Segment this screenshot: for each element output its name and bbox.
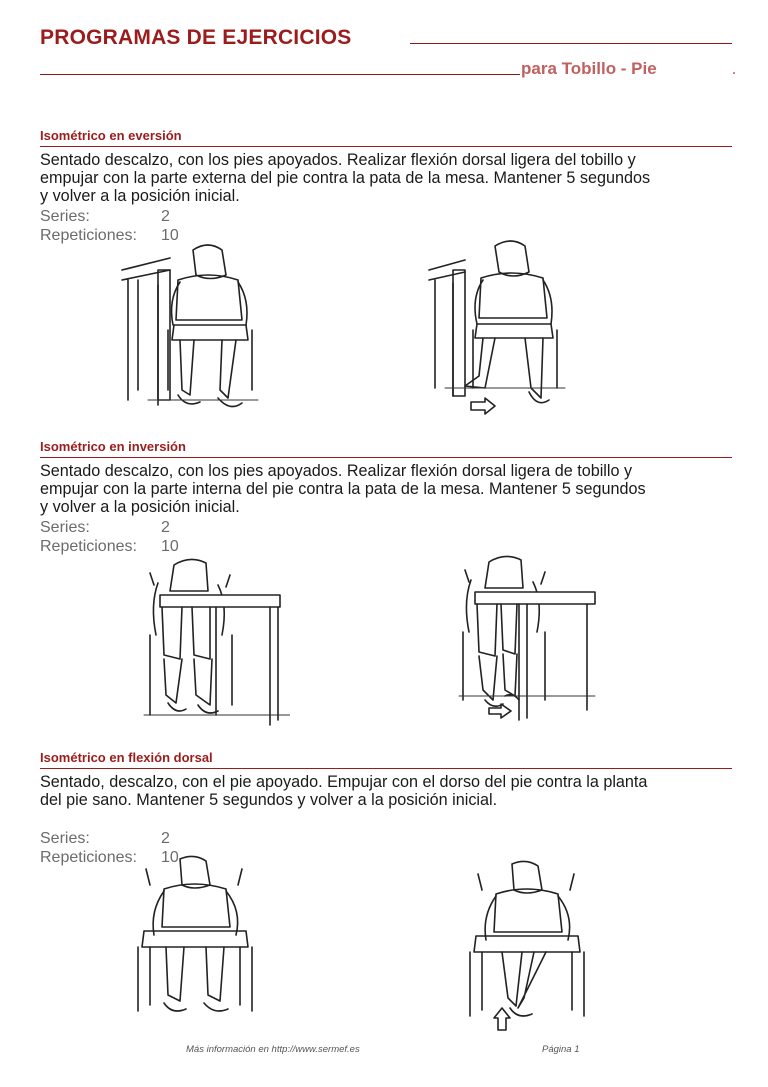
description-line: Sentado descalzo, con los pies apoyados. Realizar flexión dorsal ligera de tobillo y	[40, 462, 633, 480]
series-row	[40, 519, 170, 537]
document-subtitle: para Tobillo - Pie	[521, 59, 657, 78]
title-rule-left	[40, 74, 520, 75]
description-line: Sentado descalzo, con los pies apoyados. Realizar flexión dorsal ligera del tobillo y	[40, 151, 636, 169]
description-line: y volver a la posición inicial.	[40, 498, 240, 516]
footer-page-number: Página 1	[542, 1044, 580, 1055]
series-row	[40, 208, 170, 226]
section-description	[40, 151, 740, 205]
document-title: PROGRAMAS DE EJERCICIOS	[40, 26, 352, 49]
section-title-dorsal-flexion: Isométrico en flexión dorsal	[40, 750, 213, 765]
reps-label: Repeticiones:	[40, 227, 137, 244]
series-label: Series:	[40, 208, 90, 225]
section-description	[40, 462, 740, 516]
description-line: empujar con la parte externa del pie contra la pata de la mesa. Mantener 5 segundos	[40, 169, 651, 187]
series-row	[40, 830, 170, 848]
description-line: empujar con la parte interna del pie contra la pata de la mesa. Mantener 5 segundos	[40, 480, 646, 498]
series-label: Series:	[40, 830, 90, 847]
description-line: del pie sano. Mantener 5 segundos y volver a la posición inicial.	[40, 791, 498, 809]
series-value: 2	[161, 208, 170, 225]
eversion-illustration-push	[425, 238, 575, 418]
description-line: y volver a la posición inicial.	[40, 187, 240, 205]
reps-value: 10	[161, 538, 179, 555]
section-rule	[40, 146, 732, 147]
series-value: 2	[161, 519, 170, 536]
series-value: 2	[161, 830, 170, 847]
reps-value: 10	[161, 227, 179, 244]
reps-label: Repeticiones:	[40, 849, 137, 866]
title-rule-right	[410, 43, 732, 44]
reps-label: Repeticiones:	[40, 538, 137, 555]
series-label: Series:	[40, 519, 90, 536]
reps-value: 10	[161, 849, 179, 866]
description-line: Sentado, descalzo, con el pie apoyado. Empujar con el dorso del pie contra la planta	[40, 773, 648, 791]
section-title-inversion: Isométrico en inversión	[40, 439, 186, 454]
inversion-illustration-push	[455, 550, 605, 735]
section-rule	[40, 457, 732, 458]
section-description	[40, 773, 740, 809]
dorsal-flexion-illustration-push	[462, 858, 592, 1033]
eversion-illustration-start	[118, 240, 268, 415]
reps-row	[40, 849, 179, 867]
reps-row	[40, 538, 179, 556]
inversion-illustration-start	[140, 555, 290, 735]
section-title-eversion: Isométrico en eversión	[40, 128, 182, 143]
dorsal-flexion-illustration-start	[130, 855, 260, 1025]
subtitle-dot	[733, 72, 735, 74]
section-rule	[40, 768, 732, 769]
footer-info: Más información en http://www.sermef.es	[186, 1044, 360, 1055]
